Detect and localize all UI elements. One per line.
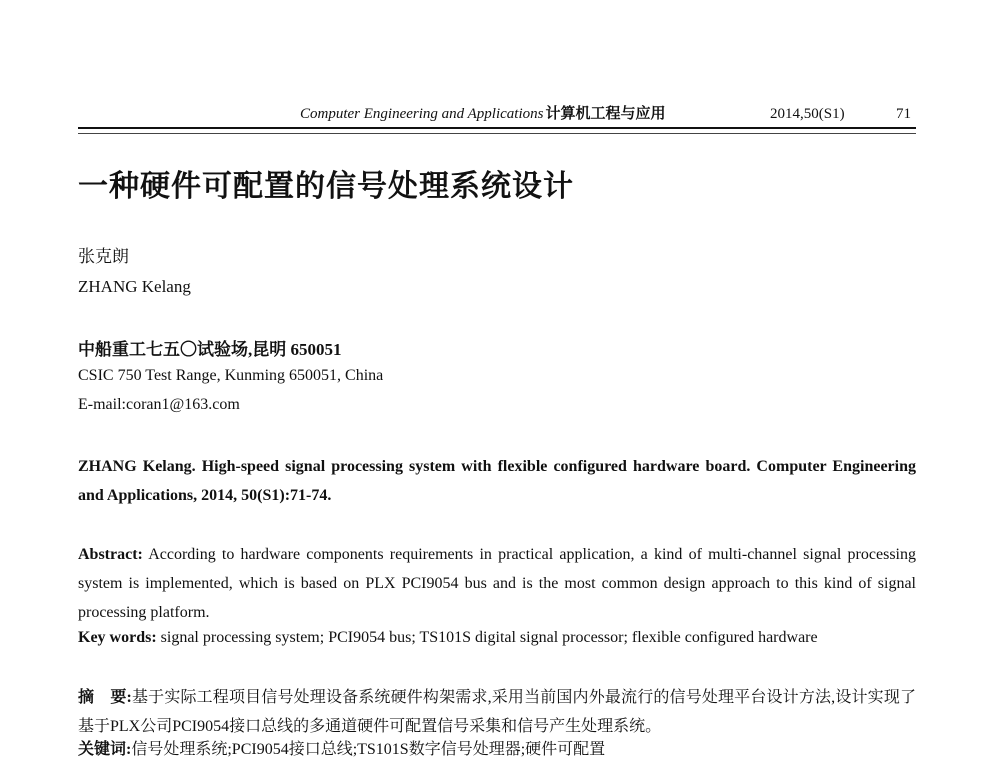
affiliation-en: CSIC 750 Test Range, Kunming 650051, China [78, 367, 384, 384]
english-abstract [78, 540, 916, 627]
keywords-label: Key words: [78, 629, 157, 646]
header-thick-divider [78, 127, 916, 129]
citation-text: ZHANG Kelang. High-speed signal processing system with flexible configured hardware board. Computer Engineering and Applications, 2014, 50(S1):71-74. [78, 458, 916, 504]
chinese-keywords-label: 关键词: [78, 741, 132, 758]
journal-name-en: Computer Engineering and Applications [300, 106, 544, 122]
affiliation-cn: 中船重工七五〇试验场,昆明 650051 [78, 340, 342, 359]
chinese-keywords [78, 738, 916, 762]
author-name-en: ZHANG Kelang [78, 277, 191, 296]
english-keywords [78, 626, 916, 650]
header-thin-divider [78, 133, 916, 134]
abstract-body: According to hardware components requirements in practical application, a kind of multi-channel signal processing system is implemented, which is based on PLX PCI9054 bus and is the most common design approach to this kind of signal processing platform. [78, 546, 916, 621]
chinese-abstract-body: 基于实际工程项目信号处理设备系统硬件构架需求,采用当前国内外最流行的信号处理平台设计方法,设计实现了基于PLX公司PCI9054接口总线的多通道硬件可配置信号采集和信号产生处理系统。 [78, 689, 916, 735]
page-number: 71 [896, 106, 911, 122]
issue-info: 2014,50(S1) [770, 106, 845, 122]
keywords-body: signal processing system; PCI9054 bus; TS101S digital signal processor; flexible configured hardware [160, 629, 818, 646]
author-email: E-mail:coran1@163.com [78, 396, 240, 413]
article-title: 一种硬件可配置的信号处理系统设计 [78, 169, 574, 204]
chinese-abstract [78, 683, 916, 741]
journal-name-cn: 计算机工程与应用 [545, 106, 666, 122]
chinese-abstract-label: 摘 要: [78, 689, 132, 706]
running-header [78, 104, 916, 128]
author-name-cn: 张克朗 [78, 247, 129, 266]
journal-name [300, 104, 665, 124]
chinese-keywords-body: 信号处理系统;PCI9054接口总线;TS101S数字信号处理器;硬件可配置 [131, 741, 606, 758]
abstract-label: Abstract: [78, 546, 143, 563]
